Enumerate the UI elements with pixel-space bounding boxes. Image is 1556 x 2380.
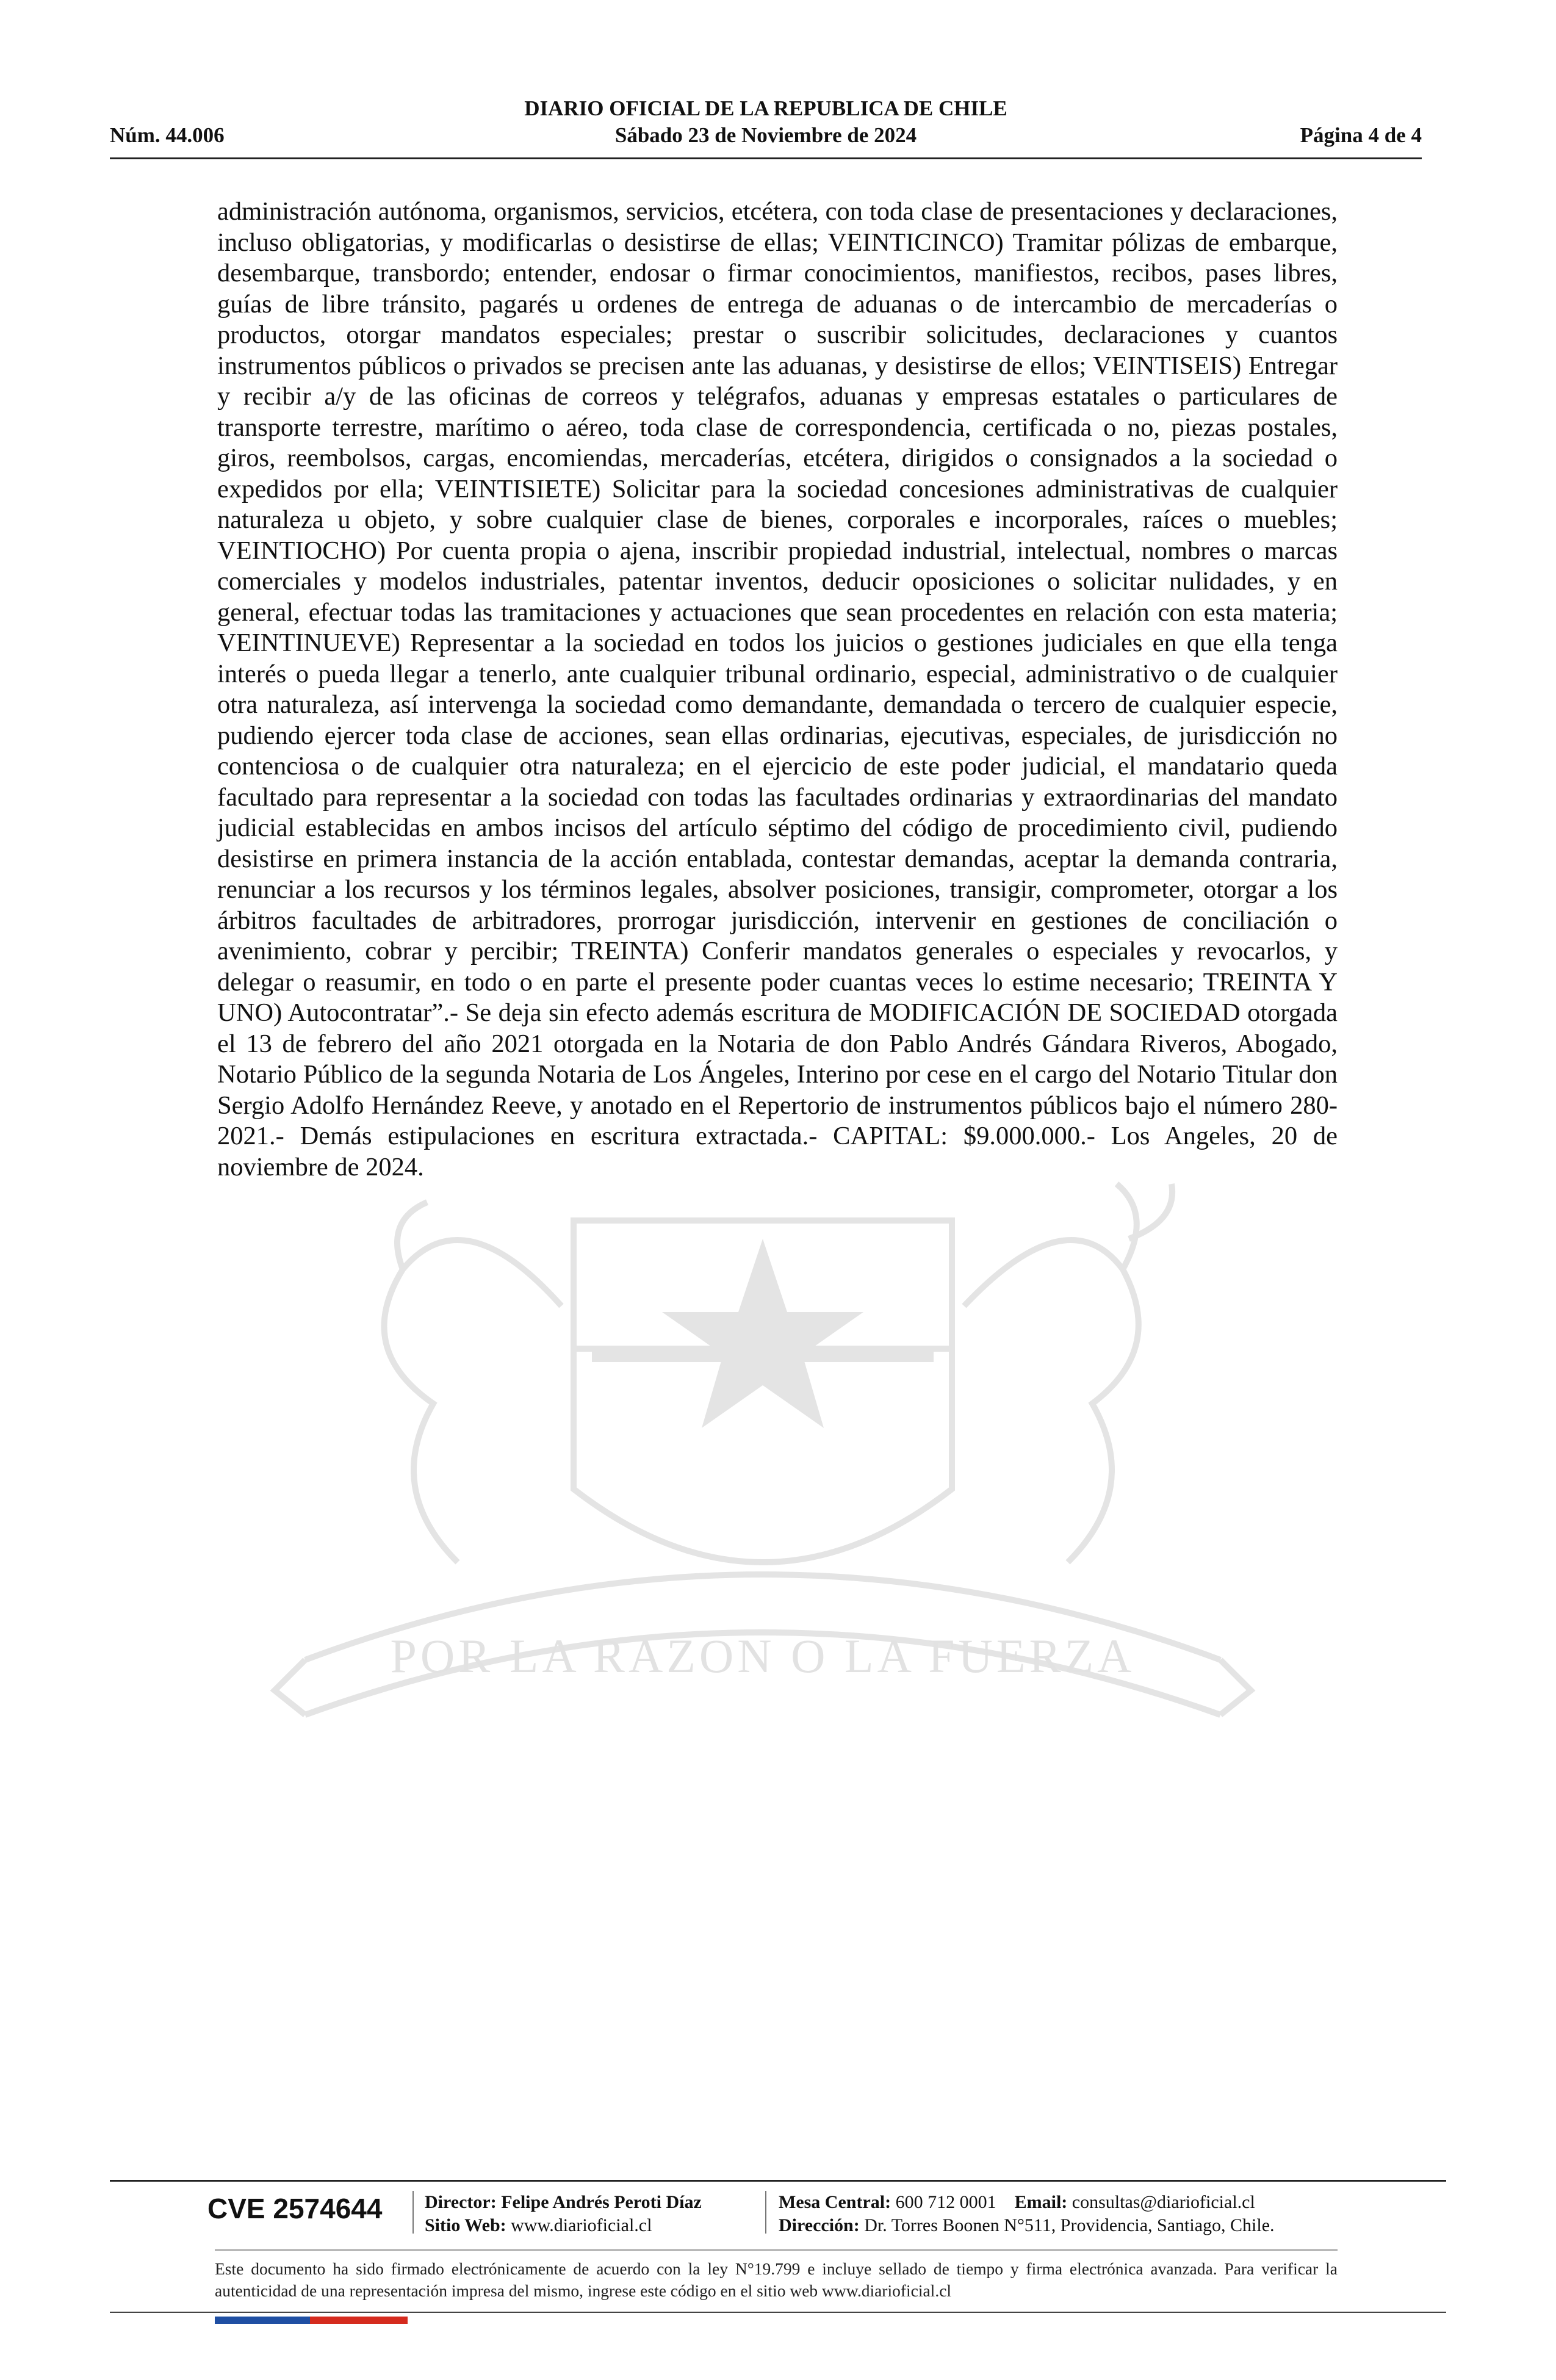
footer-contact-block xyxy=(779,2191,1275,2237)
flag-stripe-red xyxy=(310,2317,408,2324)
phone-number: 600 712 0001 xyxy=(895,2192,996,2212)
address-label: Dirección: xyxy=(779,2215,860,2235)
website-label: Sitio Web: xyxy=(425,2215,506,2235)
page-number: Página 4 de 4 xyxy=(1300,123,1422,147)
footer-divider xyxy=(110,2180,1446,2182)
publication-date: Sábado 23 de Noviembre de 2024 xyxy=(614,123,917,147)
director-line xyxy=(425,2191,702,2214)
footer-bottom-divider xyxy=(110,2312,1446,2313)
issue-number: Núm. 44.006 xyxy=(110,123,225,147)
phone-label: Mesa Central: xyxy=(779,2192,891,2212)
footer-separator xyxy=(765,2191,766,2234)
publication-title: DIARIO OFICIAL DE LA REPUBLICA DE CHILE xyxy=(524,96,1007,120)
footer-director-block xyxy=(425,2191,702,2237)
flag-stripe-blue xyxy=(215,2317,310,2324)
coat-of-arms-watermark xyxy=(201,1147,1324,1770)
electronic-signature-notice: Este documento ha sido firmado electrónicamente de acuerdo con la ley N°19.799 e incluye sellado de tiempo y firma electrónica avanzada. Para verificar la autenticidad de una representación impresa del mismo, ingrese este código en el sitio web www.diarioficial.cl xyxy=(215,2259,1338,2300)
contact-line xyxy=(779,2191,1275,2214)
address-value: Dr. Torres Boonen N°511, Providencia, Santiago, Chile. xyxy=(864,2215,1275,2235)
motto-text: POR LA RAZON O LA FUERZA xyxy=(390,1629,1136,1682)
address-line xyxy=(779,2214,1275,2237)
footer-separator xyxy=(412,2191,414,2234)
footer-inner-divider xyxy=(215,2249,1338,2251)
director-name: Felipe Andrés Peroti Díaz xyxy=(501,2192,702,2212)
email-label: Email: xyxy=(1014,2192,1068,2212)
cve-code: CVE 2574644 xyxy=(207,2193,383,2224)
website-link[interactable]: www.diarioficial.cl xyxy=(511,2215,652,2235)
website-line xyxy=(425,2214,702,2237)
body-paragraph: administración autónoma, organismos, servicios, etcétera, con toda clase de presentaciones y declaraciones, incluso obligatorias, y modificarlas o desistirse de ellas; VEINTICINCO) Tramitar pólizas de embarque, desembarque, transbordo; entender, endosar o firmar conocimientos, manifiestos, recibos, pases libres, guías de libre tránsito, pagarés u ordenes de entrega de aduanas o de intercambio de mercaderías o productos, otorgar mandatos especiales; prestar o suscribir solicitudes, declaraciones y cuantos instrumentos públicos o privados se precisen ante las aduanas, y desistirse de ellos; VEINTISEIS) Entregar y recibir a/y de las oficinas de correos y telégrafos, aduanas y empresas estatales o particulares de transporte terrestre, marítimo o aéreo, toda clase de correspondencia, certificada o no, piezas postales, giros, reembolsos, cargas, encomiendas, mercaderías, etcétera, dirigidos o consignados a la sociedad o expedidos por ella; VEINTISIETE) Solicitar para la sociedad concesiones administrativas de cualquier naturaleza u objeto, y sobre cualquier clase de bienes, corporales e incorporales, raíces o muebles; VEINTIOCHO) Por cuenta propia o ajena, inscribir propiedad industrial, intelectual, nombres o marcas comerciales y modelos industriales, patentar inventos, deducir oposiciones o solicitar nulidades, y en general, efectuar todas las tramitaciones y actuaciones que sean procedentes en relación con esta materia; VEINTINUEVE) Representar a la sociedad en todos los juicios o gestiones judiciales en que ella tenga interés o pueda llegar a tenerlo, ante cualquier tribunal ordinario, especial, administrativo o de cualquier otra naturaleza, así intervenga la sociedad como demandante, demandada o tercero de cualquier especie, pudiendo ejercer toda clase de acciones, sean ellas ordinarias, ejecutivas, especiales, de jurisdicción no contenciosa o de cualquier otra naturaleza; en el ejercicio de este poder judicial, el mandatario queda facultado para representar a la sociedad con todas las facultades ordinarias y extraordinarias del mandato judicial establecidas en ambos incisos del artículo séptimo del código de procedimiento civil, pudiendo desistirse en primera instancia de la acción entablada, contestar demandas, aceptar la demanda contraria, renunciar a los recursos y los términos legales, absolver posiciones, transigir, comprometer, otorgar a los árbitros facultades de arbitradores, prorrogar jurisdicción, intervenir en gestiones de conciliación o avenimiento, cobrar y percibir; TREINTA) Conferir mandatos generales o especiales y revocarlos, y delegar o reasumir, en todo o en parte el presente poder cuantas veces lo estime necesario; TREINTA Y UNO) Autocontratar”.- Se deja sin efecto además escritura de MODIFICACIÓN DE SOCIEDAD otorgada el 13 de febrero del año 2021 otorgada en la Notaria de don Pablo Andrés Gándara Riveros, Abogado, Notario Público de la segunda Notaria de Los Ángeles, Interino por cese en el cargo del Notario Titular don Sergio Adolfo Hernández Reeve, y anotado en el Repertorio de instrumentos públicos bajo el número 280-2021.- Demás estipulaciones en escritura extractada.- CAPITAL: $9.000.000.- Los Angeles, 20 de noviembre de 2024. xyxy=(217,197,1338,1181)
director-label: Director: xyxy=(425,2192,497,2212)
page-header xyxy=(110,92,1422,159)
email-link[interactable]: consultas@diarioficial.cl xyxy=(1072,2192,1255,2212)
